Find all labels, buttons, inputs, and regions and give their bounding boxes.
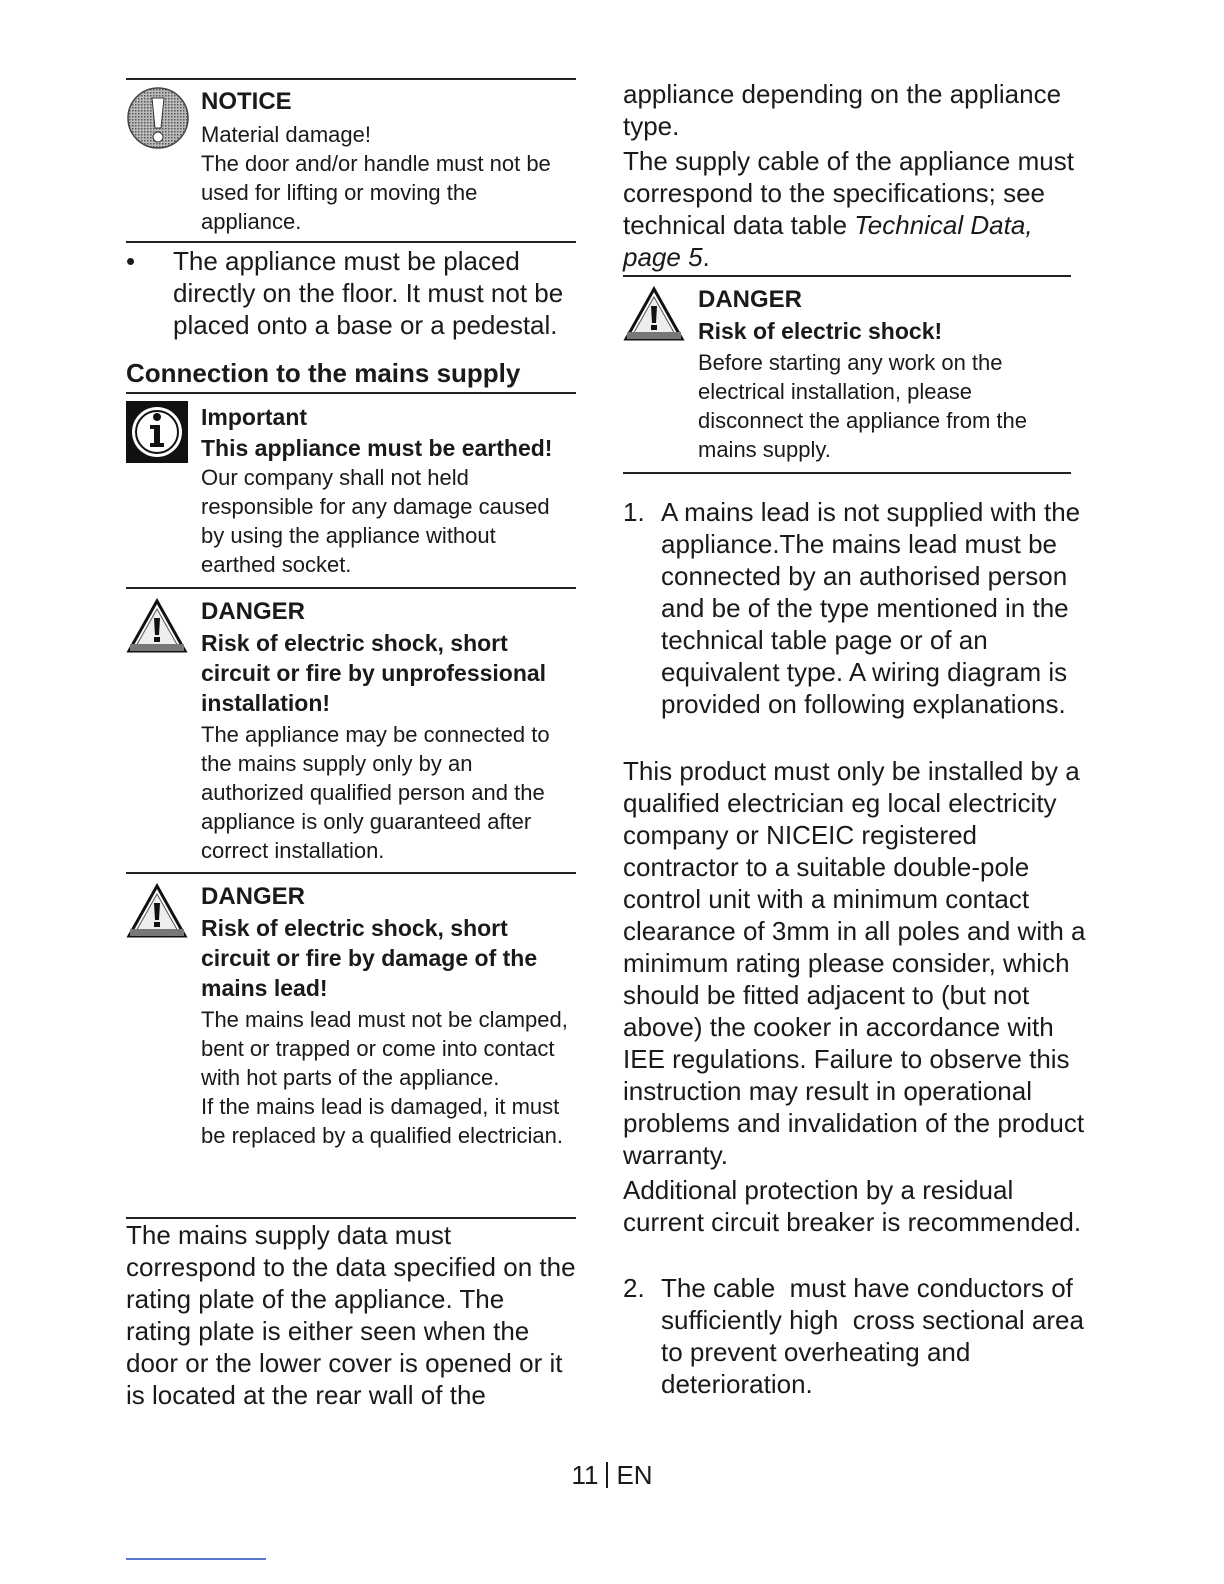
danger-subheading: Risk of electric shock, short circuit or fire by unprofessional installation!	[201, 630, 547, 716]
divider	[623, 472, 1071, 474]
mains-supply-paragraph: The mains supply data must correspond to the data specified on the rating plate of the appliance. The rating plate is either seen when the door or the lower cover is opened or it is located at the rear wall of the	[126, 1220, 576, 1410]
list-item	[623, 496, 1091, 720]
divider	[126, 392, 576, 394]
important-box	[126, 401, 576, 581]
danger-box	[126, 881, 576, 1213]
warning-triangle-icon	[126, 598, 188, 659]
list-number: 2.	[623, 1273, 645, 1303]
paragraph: Additional protection by a residual current circuit breaker is recommended.	[623, 1175, 1082, 1237]
important-body: Our company shall not held responsible for any damage caused by using the appliance without earthed socket.	[201, 465, 550, 577]
divider	[126, 241, 576, 243]
paragraph: appliance depending on the appliance type.	[623, 79, 1062, 141]
divider	[126, 872, 576, 874]
notice-box	[126, 86, 576, 238]
important-text	[201, 401, 576, 579]
exclamation-circle-icon	[126, 86, 190, 157]
danger-box	[126, 596, 576, 866]
important-subheading: This appliance must be earthed!	[201, 435, 553, 461]
notice-heading: NOTICE	[201, 88, 292, 115]
danger-heading: DANGER	[201, 883, 306, 910]
divider	[126, 78, 576, 80]
bullet-marker: •	[126, 246, 136, 276]
list-text: A mains lead is not supplied with the appliance.The mains lead must be connected by an authorised person and be of the type mentioned in the technical table page or of an equivalent type. A wiring diagram is provided on following explanations.	[661, 497, 1081, 719]
page-footer	[0, 1458, 1224, 1492]
danger-text	[698, 284, 1071, 464]
list-item	[623, 1272, 1091, 1400]
info-icon	[126, 401, 188, 468]
list-text: The cable must have conductors of sufficiently high cross sectional area to prevent overheating and deterioration.	[661, 1273, 1092, 1399]
notice-text	[201, 86, 576, 236]
bullet-text: The appliance must be placed directly on the floor. It must not be placed onto a base or a pedestal.	[173, 246, 564, 340]
notice-subheading: Material damage!	[201, 122, 371, 147]
divider	[623, 275, 1071, 277]
danger-heading: DANGER	[698, 286, 803, 313]
danger-box	[623, 284, 1071, 469]
cross-reference: Technical Data, page 5	[623, 210, 1033, 272]
danger-text	[201, 596, 576, 865]
language-code: EN	[616, 1460, 653, 1490]
paragraph	[623, 145, 1091, 273]
warning-triangle-icon	[623, 286, 685, 347]
danger-subheading: Risk of electric shock!	[698, 318, 943, 344]
paragraph: This product must only be installed by a qualified electrician eg local electricity company or NICEIC registered contractor to a suitable double-pole control unit with a minimum contact clearance of 3mm in all poles and with a minimum rating please consider, which should be fitted adjacent to (but not above) the cooker in accordance with IEE regulations. Failure to observe this instruction may result in operational problems and invalidation of the product warranty.	[623, 756, 1086, 1170]
paragraph-text: The supply cable of the appliance must correspond to the specifications; see technical data table	[623, 146, 1074, 240]
footer-separator	[606, 1462, 608, 1488]
list-number: 1.	[623, 497, 645, 527]
bottom-divider	[126, 1558, 266, 1560]
danger-text	[201, 881, 576, 1150]
page-number: 11	[571, 1460, 599, 1490]
section-title: Connection to the mains supply	[126, 358, 521, 388]
danger-subheading: Risk of electric shock, short circuit or fire by damage of the mains lead!	[201, 915, 538, 1001]
danger-body: Before starting any work on the electrical installation, please disconnect the appliance from the mains supply.	[698, 350, 1027, 462]
warning-triangle-icon	[126, 883, 188, 944]
danger-body: The appliance may be connected to the mains supply only by an authorized qualified person and the appliance is only guaranteed after correct installation.	[201, 722, 550, 863]
notice-body: The door and/or handle must not be used for lifting or moving the appliance.	[201, 151, 551, 234]
danger-body: If the mains lead is damaged, it must be replaced by a qualified electrician.	[201, 1094, 564, 1148]
list-item	[126, 245, 586, 341]
danger-heading: DANGER	[201, 598, 306, 625]
paragraph-text: .	[702, 242, 710, 272]
danger-body: The mains lead must not be clamped, bent or trapped or come into contact with hot parts of the appliance.	[201, 1007, 568, 1090]
divider	[126, 587, 576, 589]
important-heading: Important	[201, 404, 308, 430]
